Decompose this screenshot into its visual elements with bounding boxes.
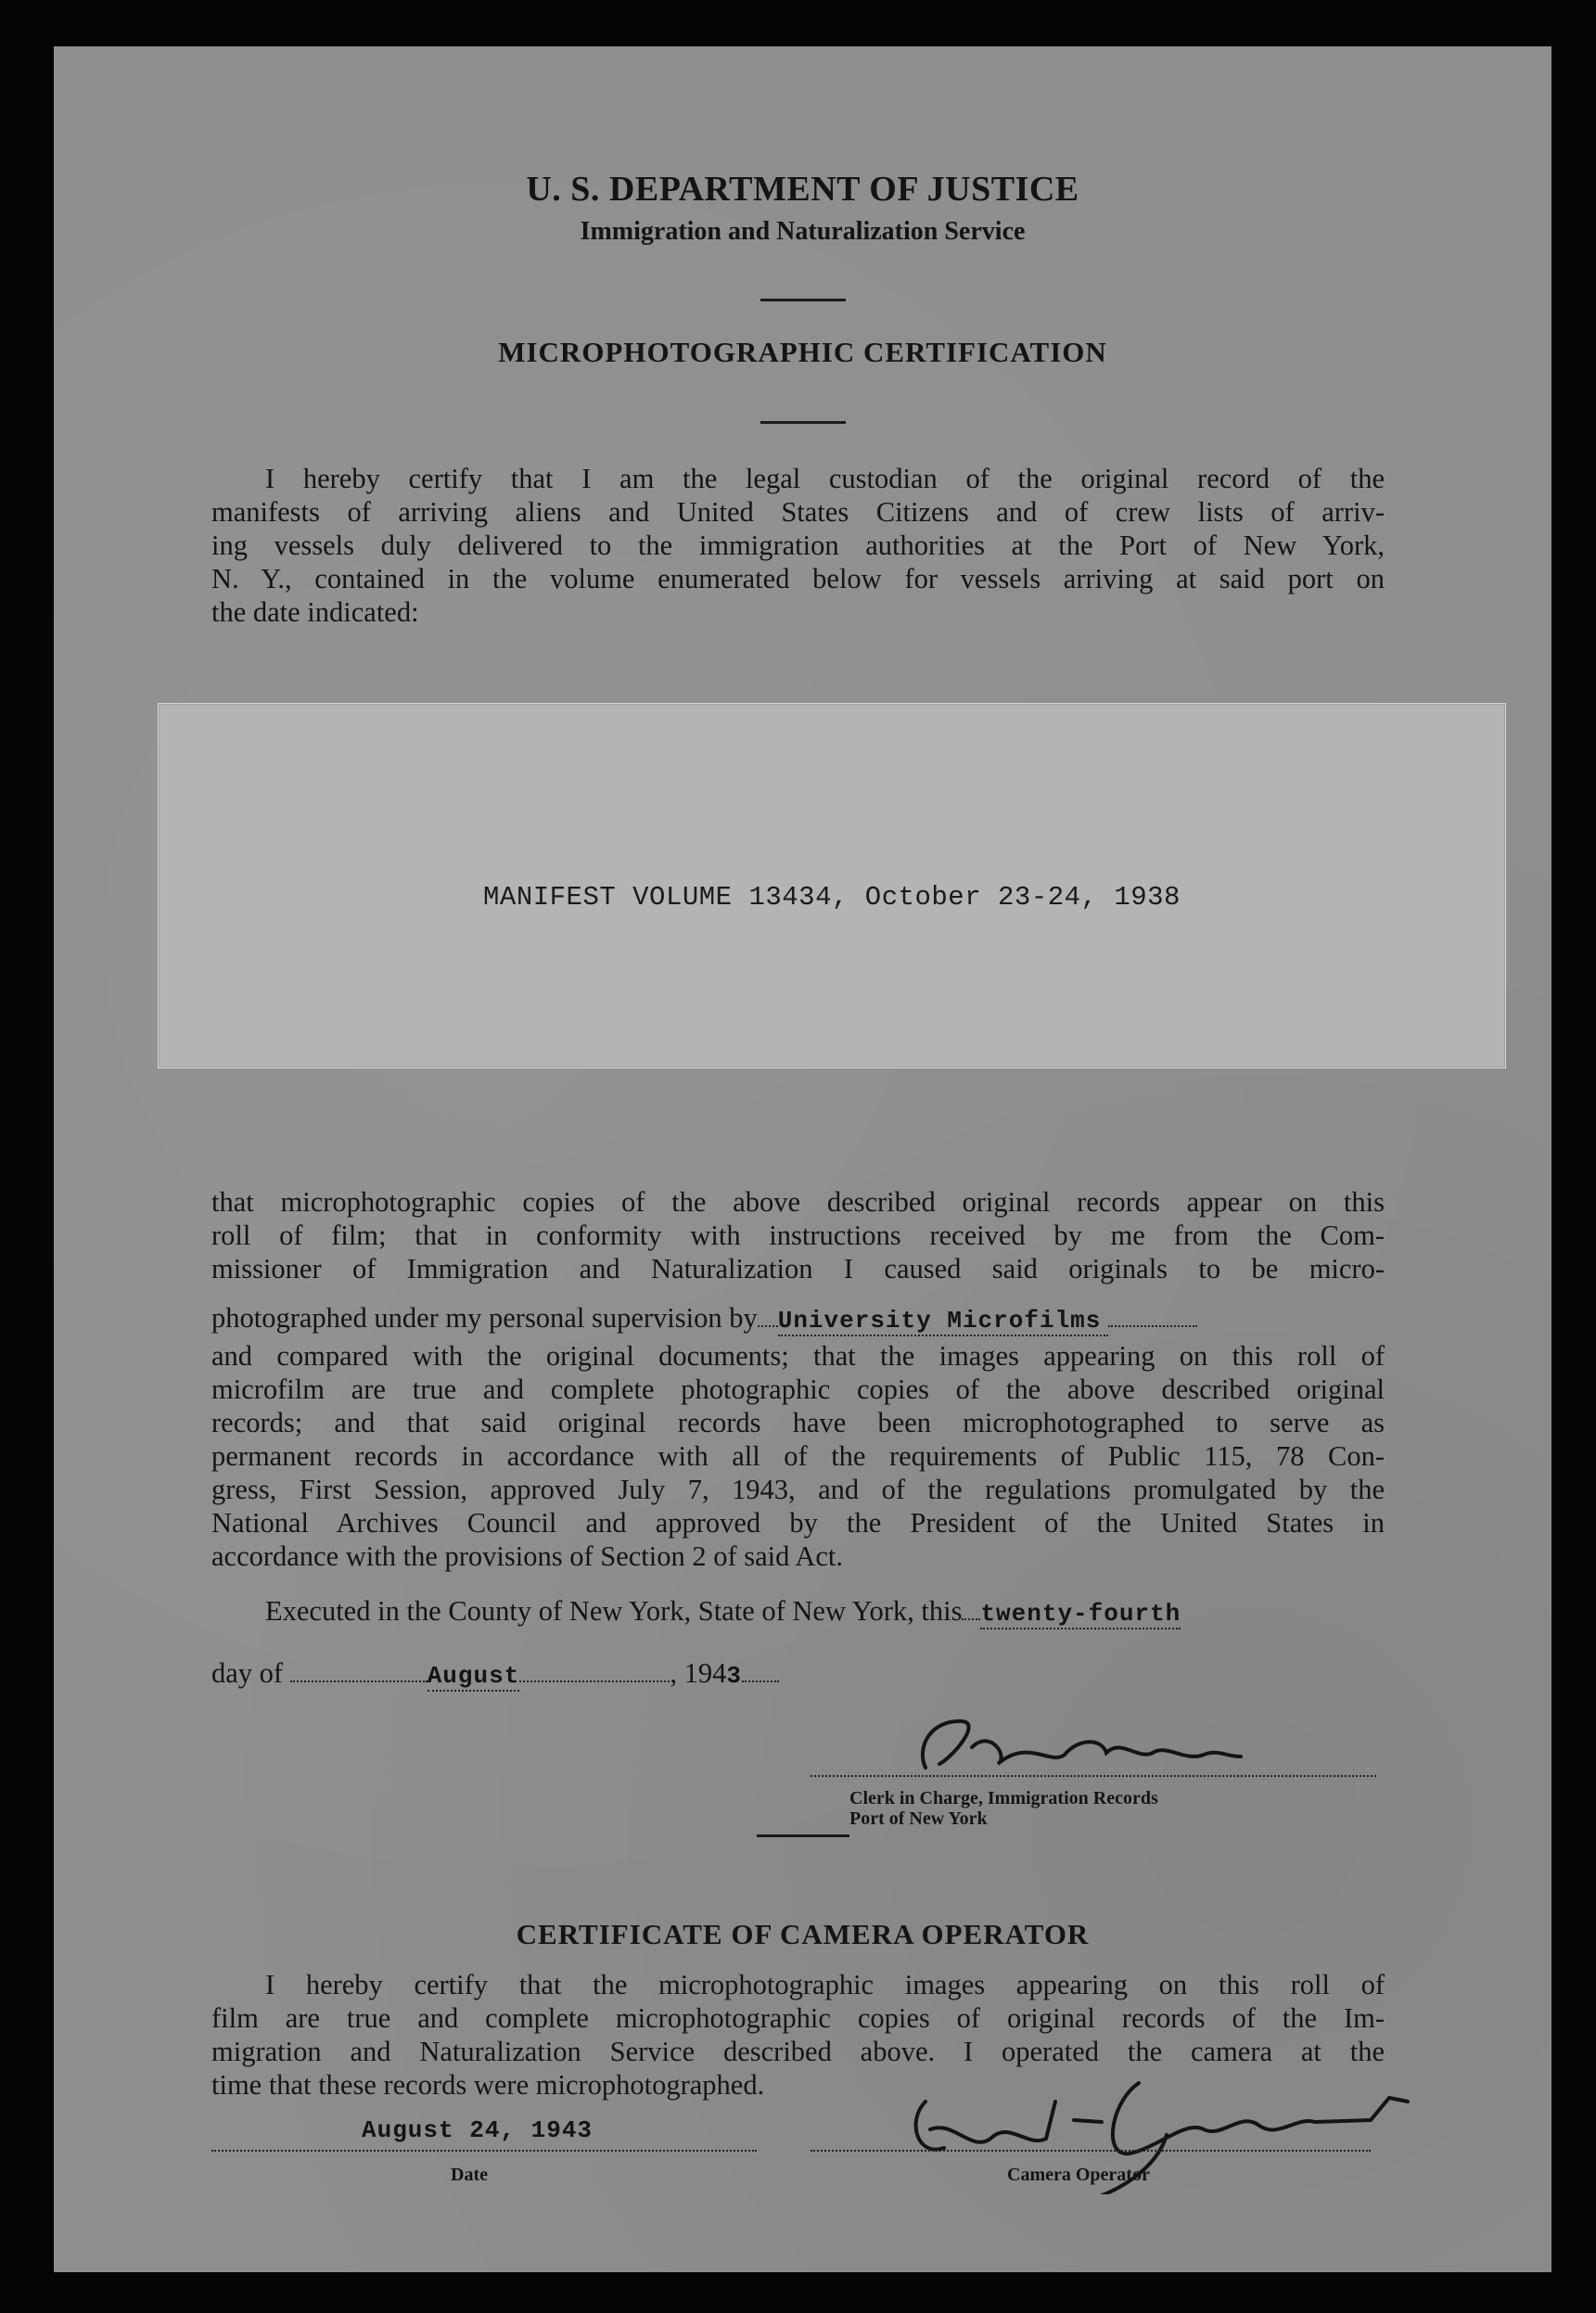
executed-line — [265, 1595, 1181, 1629]
body-line: and compared with the original documents; that the images appearing on this roll of — [211, 1340, 1385, 1372]
divider — [757, 1834, 849, 1837]
camera-line: film are true and complete microphotographic copies of original records of the Im- — [211, 2002, 1385, 2034]
camera-operator-signature — [888, 2064, 1482, 2194]
body-paragraph-continued — [211, 1339, 1385, 1573]
certification-title: MICROPHOTOGRAPHIC CERTIFICATION — [498, 336, 1107, 368]
intro-line: the date indicated: — [211, 596, 419, 628]
body-line: records; and that said original records have been microphotographed to serve as — [211, 1407, 1385, 1438]
camera-line: migration and Naturalization Service described above. I operated the camera at the — [211, 2036, 1385, 2067]
body-line: accordance with the provisions of Section 2 of said Act. — [211, 1540, 843, 1572]
operator-signature-line — [811, 2150, 1371, 2152]
department-title: U. S. DEPARTMENT OF JUSTICE — [526, 170, 1079, 209]
dotted-leader — [290, 1680, 428, 1682]
camera-certificate-title: CERTIFICATE OF CAMERA OPERATOR — [516, 1918, 1090, 1950]
body-paragraph — [211, 1185, 1385, 1285]
body-line: that microphotographic copies of the above described original records appear on this — [211, 1186, 1385, 1218]
camera-line: time that these records were microphotographed. — [211, 2069, 765, 2101]
executed-prefix: Executed in the County of New York, State of New York, this — [265, 1595, 963, 1627]
intro-paragraph — [211, 462, 1385, 629]
executed-day: twenty-fourth — [980, 1600, 1181, 1628]
divider — [760, 421, 846, 424]
camera-line: I hereby certify that the microphotographic images appearing on this roll of — [265, 1969, 1385, 2000]
camera-date-value: August 24, 1943 — [362, 2116, 594, 2144]
body-line: microfilm are true and complete photographic copies of the above described original — [211, 1374, 1385, 1405]
supervision-line — [211, 1302, 1385, 1336]
manifest-label-card — [158, 703, 1506, 1068]
body-line: National Archives Council and approved by the President of the United States in — [211, 1507, 1385, 1539]
date-signature-line — [211, 2150, 757, 2152]
year-suffix: 3 — [726, 1662, 742, 1690]
divider — [760, 299, 846, 301]
dotted-leader — [519, 1680, 670, 1682]
body-line: permanent records in accordance with all of the requirements of Public 115, 78 Con- — [211, 1440, 1385, 1472]
clerk-location: Port of New York — [849, 1808, 988, 1829]
service-subtitle: Immigration and Naturalization Service — [580, 217, 1026, 246]
body-line: missioner of Immigration and Naturalization I caused said originals to be micro- — [211, 1253, 1385, 1284]
dotted-leader — [1108, 1325, 1197, 1327]
date-label: Date — [451, 2165, 488, 2185]
dotted-leader — [742, 1680, 779, 1682]
manifest-volume-label: MANIFEST VOLUME 13434, October 23-24, 1938 — [483, 882, 1181, 913]
supervision-prefix: photographed under my personal supervision by — [211, 1302, 758, 1334]
clerk-signature — [888, 1710, 1371, 1784]
day-of-label: day of — [211, 1657, 284, 1689]
clerk-title: Clerk in Charge, Immigration Records — [849, 1788, 1158, 1808]
certificate-sheet — [54, 46, 1551, 2272]
intro-line: manifests of arriving aliens and United States Citizens and of crew lists of arriv- — [211, 496, 1385, 528]
intro-line: ing vessels duly delivered to the immigration authorities at the Port of New York, — [211, 530, 1385, 561]
microfilm-company: University Microfilms — [778, 1307, 1109, 1336]
month-value: August — [427, 1662, 520, 1690]
day-of-line: day of August , 1943 — [211, 1657, 779, 1692]
body-line: gress, First Session, approved July 7, 1943, and of the regulations promulgated by the — [211, 1474, 1385, 1505]
operator-label: Camera Operator — [1007, 2165, 1150, 2185]
year-prefix: 194 — [683, 1657, 727, 1689]
body-line: roll of film; that in conformity with instructions received by me from the Com- — [211, 1220, 1385, 1251]
intro-line: I hereby certify that I am the legal custodian of the original record of the — [265, 463, 1385, 494]
dotted-leader — [758, 1325, 778, 1327]
dotted-leader — [962, 1618, 980, 1620]
intro-line: N. Y., contained in the volume enumerated below for vessels arriving at said port on — [211, 563, 1385, 594]
